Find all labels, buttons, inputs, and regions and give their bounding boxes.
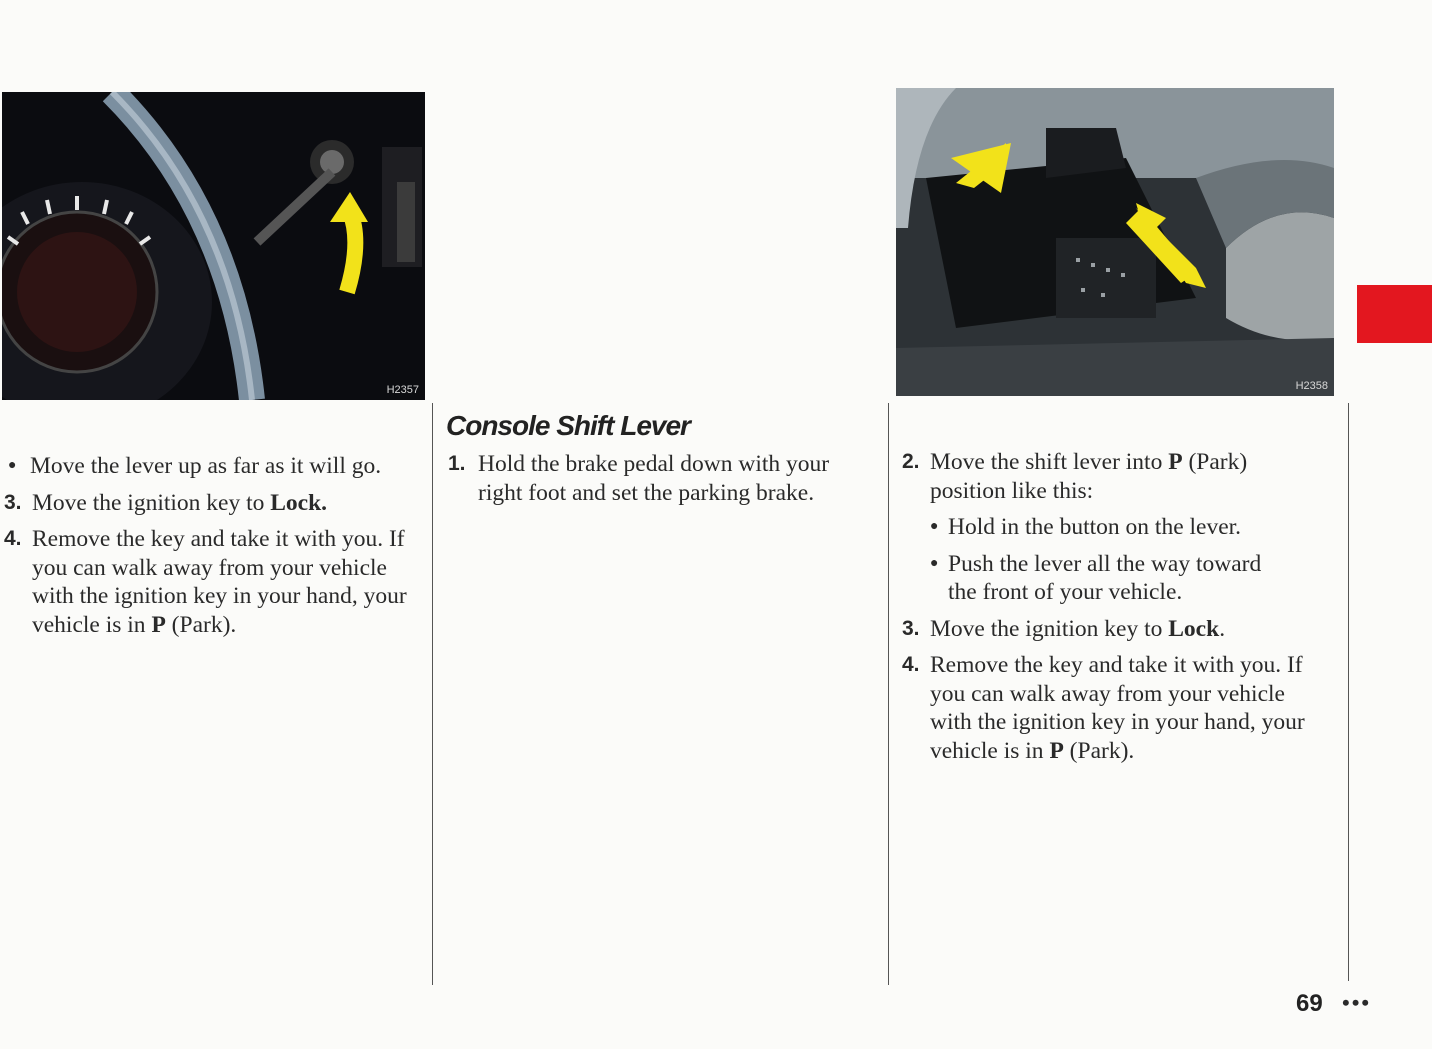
step-text-post: . xyxy=(1219,615,1226,642)
step-text-pre: Remove the key and take it with you. If you can walk away from your vehicle with the ignition key in your hand, your vehicle is in xyxy=(32,526,407,638)
section-tab-marker xyxy=(1357,285,1432,343)
step-text-pre: Move the ignition key to xyxy=(32,489,271,516)
step-text xyxy=(930,448,1300,505)
ignition-lever-illustration xyxy=(2,92,425,400)
middle-column xyxy=(448,450,878,515)
step-text-bold: P xyxy=(1049,737,1064,764)
console-shift-illustration xyxy=(896,88,1334,396)
step-number: 1. xyxy=(448,452,466,475)
step-number: 4. xyxy=(4,527,22,550)
right-step-4 xyxy=(902,651,1332,765)
section-heading: Console Shift Lever xyxy=(446,410,690,441)
left-step-4 xyxy=(4,525,424,639)
bullet-icon: ● xyxy=(930,519,939,534)
bullet-text: Push the lever all the way toward the front of your vehicle. xyxy=(948,550,1262,605)
page-dots: ••• xyxy=(1342,990,1372,1015)
photo-code-right: H2358 xyxy=(1295,380,1328,392)
left-step-3 xyxy=(4,489,424,518)
step-text-bold: P xyxy=(1168,449,1183,475)
right-step-3 xyxy=(902,615,1332,644)
step-text-post: (Park). xyxy=(1063,737,1135,764)
step-text xyxy=(930,615,1332,644)
step-number: 4. xyxy=(902,653,920,676)
step-text-bold: Lock xyxy=(1168,615,1220,642)
bullet-icon: ● xyxy=(930,555,939,571)
middle-step-1 xyxy=(448,450,878,507)
photo-code-left: H2357 xyxy=(386,384,419,396)
column-divider-2 xyxy=(888,403,889,985)
right-bullet-2 xyxy=(930,550,1290,607)
step-text-bold: P xyxy=(151,611,166,638)
page-number: 69 xyxy=(1296,990,1323,1017)
bullet-text: Hold in the button on the lever. xyxy=(948,514,1242,540)
step-text-pre: Remove the key and take it with you. If you can walk away from your vehicle with the ignition key in your hand, your vehicle is in xyxy=(930,652,1305,764)
right-column xyxy=(902,448,1332,773)
step-text-post: (Park). xyxy=(165,611,237,638)
step-text-post: (Park) position like this: xyxy=(930,449,1248,504)
bullet-icon: ● xyxy=(8,458,17,473)
step-number: 2. xyxy=(902,450,920,473)
step-number: 3. xyxy=(4,490,22,514)
column-divider-1 xyxy=(432,403,433,985)
step-text-pre: Move the shift lever into xyxy=(930,449,1169,475)
step-text xyxy=(32,489,424,518)
right-step-2 xyxy=(902,448,1332,505)
column-divider-3 xyxy=(1348,403,1349,981)
left-bullet-text: Move the lever up as far as it will go. xyxy=(30,453,382,479)
right-bullet-1 xyxy=(930,513,1332,542)
left-bullet xyxy=(8,452,424,481)
step-number: 3. xyxy=(902,616,920,640)
left-column xyxy=(4,452,424,647)
console-shift-photo xyxy=(896,88,1334,396)
step-text: Hold the brake pedal down with your right foot and set the parking brake. xyxy=(478,451,830,506)
step-text xyxy=(930,651,1315,765)
ignition-lever-photo xyxy=(2,92,425,400)
step-text-pre: Move the ignition key to xyxy=(930,615,1169,642)
step-text-bold: Lock. xyxy=(270,489,328,516)
step-text xyxy=(32,525,412,639)
